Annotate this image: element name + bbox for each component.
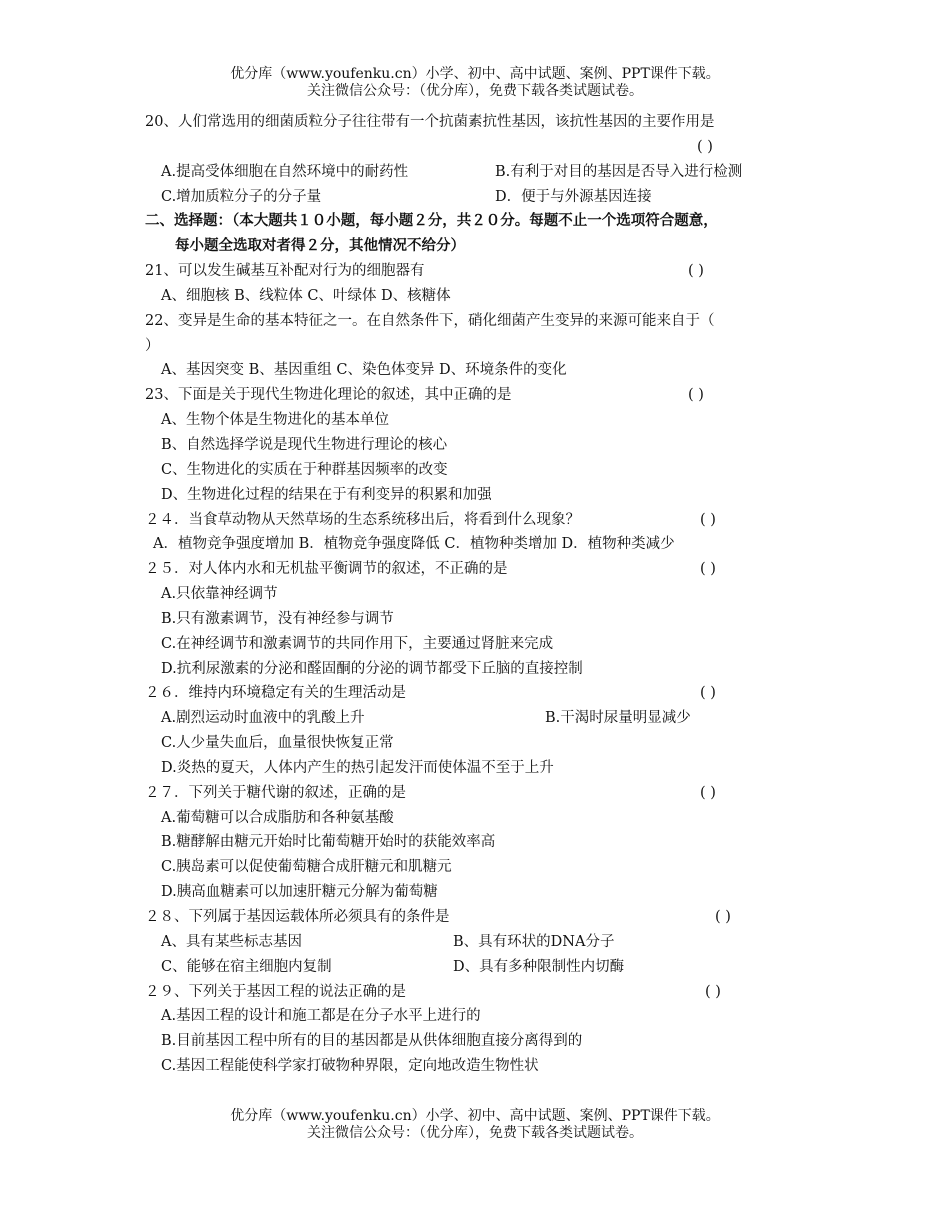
q29-bracket: ( )	[705, 983, 721, 1000]
q22-options: A、基因突变 B、基因重组 C、染色体变异 D、环境条件的变化	[161, 362, 567, 379]
q28-stem-line	[145, 905, 825, 930]
q27-option-b: B.糖酵解由糖元开始时比葡萄糖开始时的获能效率高	[161, 834, 496, 851]
q23-option-d: D、生物进化过程的结果在于有利变异的积累和加强	[161, 486, 492, 503]
q22-stem-cont: ）	[145, 337, 160, 354]
section-2-heading-cont: 每小题全选取对者得２分，其他情况不给分）	[175, 237, 465, 255]
q21-stem-line	[145, 259, 825, 284]
q25-option-c: C.在神经调节和激素调节的共同作用下，主要通过肾脏来完成	[161, 635, 554, 652]
q20-option-c: C.增加质粒分子的分子量	[161, 188, 322, 205]
q20-option-d: D．便于与外源基因连接	[495, 188, 652, 205]
q21-stem: 21、可以发生碱基互补配对行为的细胞器有	[145, 263, 425, 280]
q22-stem: 22、变异是生命的基本特征之一。在自然条件下，硝化细菌产生变异的来源可能来自于（	[145, 312, 715, 329]
q28-options-ab	[145, 930, 825, 955]
q25-option-d: D.抗利尿激素的分泌和醛固酮的分泌的调节都受下丘脑的直接控制	[161, 660, 583, 677]
q20-options-cd	[145, 185, 825, 210]
q25-stem: ２５．对人体内水和无机盐平衡调节的叙述，不正确的是	[145, 561, 508, 578]
q26-bracket: ( )	[700, 685, 716, 702]
q28-option-a: A、具有某些标志基因	[161, 933, 302, 950]
q25-bracket: ( )	[700, 561, 716, 578]
q21-bracket: ( )	[688, 263, 704, 280]
q26-options-ab	[145, 706, 825, 731]
q28-option-d: D、具有多种限制性内切酶	[453, 958, 625, 975]
q29-stem: ２９、下列关于基因工程的说法正确的是	[145, 983, 406, 1000]
q20-options-ab	[145, 160, 825, 185]
footer-line-1: 优分库（www.youfenku.cn）小学、初中、高中试题、案例、PPT课件下载。	[230, 1108, 720, 1124]
q27-bracket: ( )	[700, 784, 716, 801]
q29-option-a: A.基因工程的设计和施工都是在分子水平上进行的	[161, 1008, 481, 1025]
q23-option-a: A、生物个体是生物进化的基本单位	[161, 412, 389, 429]
q29-stem-line	[145, 980, 825, 1005]
q24-stem-line	[145, 508, 825, 533]
q29-option-b: B.目前基因工程中所有的目的基因都是从供体细胞直接分离得到的	[161, 1033, 583, 1050]
q20-option-b: B.有利于对目的基因是否导入进行检测	[495, 163, 743, 180]
q21-options: A、细胞核 B、线粒体 C、叶绿体 D、核糖体	[161, 287, 451, 304]
q27-stem: ２７．下列关于糖代谢的叙述，正确的是	[145, 784, 406, 801]
q23-option-c: C、生物进化的实质在于种群基因频率的改变	[161, 461, 448, 478]
q28-stem: ２８、下列属于基因运载体所必须具有的条件是	[145, 909, 450, 925]
q25-option-a: A.只依靠神经调节	[161, 586, 278, 603]
footer-line-2: 关注微信公众号：（优分库），免费下载各类试题试卷。	[307, 1125, 643, 1141]
q26-stem-line	[145, 681, 825, 706]
q20-bracket-line	[145, 135, 825, 160]
q29-option-c: C.基因工程能使科学家打破物种界限，定向地改造生物性状	[161, 1058, 539, 1075]
q23-bracket: ( )	[688, 387, 704, 404]
q28-option-c: C、能够在宿主细胞内复制	[161, 958, 332, 975]
q25-option-b: B.只有激素调节，没有神经参与调节	[161, 610, 394, 627]
header-line-1: 优分库（www.youfenku.cn）小学、初中、高中试题、案例、PPT课件下载。	[230, 66, 720, 82]
q26-option-d: D.炎热的夏天，人体内产生的热引起发汗而使体温不至于上升	[161, 759, 554, 776]
q26-option-a: A.剧烈运动时血液中的乳酸上升	[161, 710, 365, 727]
q27-option-c: C.胰岛素可以促使葡萄糖合成肝糖元和肌糖元	[161, 859, 452, 876]
page-header	[0, 66, 950, 100]
header-line-2: 关注微信公众号：（优分库），免费下载各类试题试卷。	[307, 83, 643, 99]
q28-option-b: B、具有环状的DNA分子	[453, 933, 615, 950]
section-2-heading: 二、选择题：（本大题共１０小题，每小题２分，共２０分。每题不止一个选项符合题意，	[145, 212, 718, 230]
q28-options-cd	[145, 955, 825, 980]
q27-option-a: A.葡萄糖可以合成脂肪和各种氨基酸	[161, 809, 394, 826]
q25-stem-line	[145, 557, 825, 582]
q23-stem-line	[145, 383, 825, 408]
q20-bracket: ( )	[697, 138, 713, 155]
q23-option-b: B、自然选择学说是现代生物进行理论的核心	[161, 436, 448, 453]
q28-bracket: ( )	[715, 909, 731, 925]
q27-option-d: D.胰高血糖素可以加速肝糖元分解为葡萄糖	[161, 884, 438, 901]
page-footer	[0, 1108, 950, 1142]
q26-option-b: B.干渴时尿量明显减少	[545, 710, 691, 727]
q24-bracket: ( )	[700, 511, 716, 528]
q26-option-c: C.人少量失血后，血量很快恢复正常	[161, 735, 394, 752]
q27-stem-line	[145, 781, 825, 806]
q24-stem: ２４．当食草动物从天然草场的生态系统移出后，将看到什么现象？	[145, 511, 580, 528]
q26-stem: ２６．维持内环境稳定有关的生理活动是	[145, 685, 406, 702]
q20-stem: 20、人们常选用的细菌质粒分子往往带有一个抗菌素抗性基因，该抗性基因的主要作用是	[145, 114, 715, 130]
q24-options: A．植物竞争强度增加 B．植物竞争强度降低 C．植物种类增加 D．植物种类减少	[153, 536, 675, 553]
question-content	[145, 110, 825, 1079]
q23-stem: 23、下面是关于现代生物进化理论的叙述，其中正确的是	[145, 387, 512, 404]
q20-option-a: A.提高受体细胞在自然环境中的耐药性	[161, 163, 409, 180]
